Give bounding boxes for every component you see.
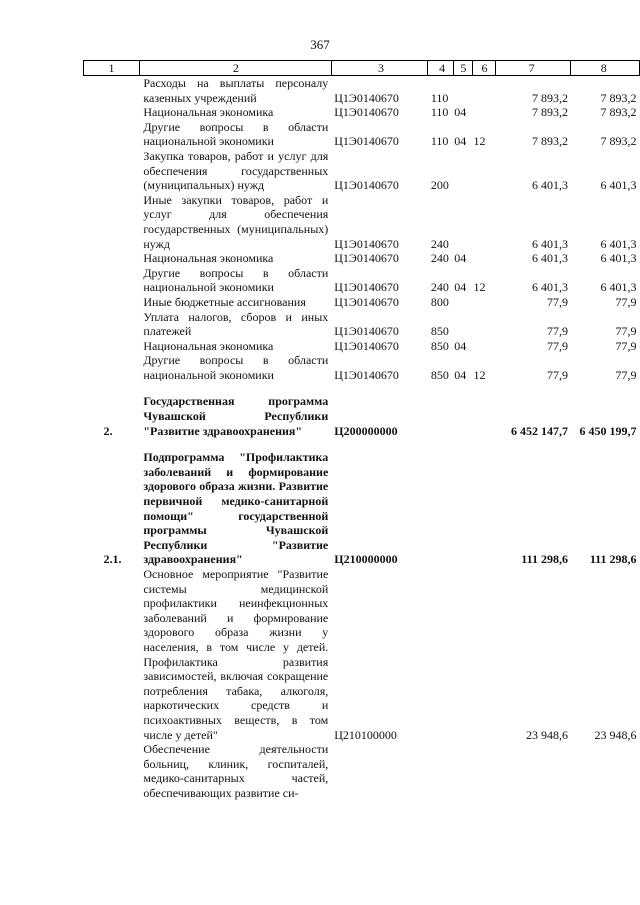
- table-row: [84, 105, 640, 120]
- row-target-code: Ц1Э0140670: [334, 251, 399, 266]
- row-expense-type: 800: [430, 294, 449, 309]
- row-amount-year2: 6 401,3: [600, 280, 637, 295]
- row-section: 04: [454, 367, 467, 382]
- table-row: [84, 567, 640, 742]
- row-amount-year2: 6 401,3: [600, 251, 637, 266]
- row-name: Расходы на выплаты персоналу казенных учреждений: [143, 76, 329, 105]
- row-amount-year2: 7 893,2: [600, 90, 637, 105]
- row-subsection: 12: [473, 367, 486, 382]
- row-target-code: Ц1Э0140670: [334, 324, 399, 339]
- row-section: [453, 310, 472, 339]
- row-amount-year1: [495, 742, 571, 800]
- row-amount-year1: 7 893,2: [531, 90, 568, 105]
- row-amount-year2: 6 401,3: [600, 236, 637, 251]
- row-amount-year1: 7 893,2: [531, 105, 568, 120]
- row-amount-year1: 23 948,6: [525, 727, 568, 742]
- row-number: [84, 76, 140, 106]
- row-amount-year2: 77,9: [615, 294, 637, 309]
- row-amount-year1: 6 452 147,7: [510, 423, 568, 438]
- table-row: [84, 76, 640, 106]
- row-amount-year1: 77,9: [546, 367, 568, 382]
- header-col-2: 2: [139, 61, 331, 76]
- row-name: Обеспечение деятельности больниц, клиник, госпиталей, медико-санитарных частей, обеспечивающих развитие си-: [143, 742, 329, 800]
- row-target-code: Ц210000000: [334, 552, 398, 567]
- row-section: 04: [454, 280, 467, 295]
- row-target-code: Ц1Э0140670: [334, 105, 399, 120]
- row-expense-type: [428, 567, 453, 742]
- row-amount-year2: 77,9: [615, 367, 637, 382]
- row-number: [84, 567, 140, 742]
- row-subsection: [473, 394, 496, 438]
- row-number: [84, 193, 140, 251]
- row-number: [84, 251, 140, 266]
- table-row: [84, 353, 640, 382]
- table-row: [84, 266, 640, 295]
- row-expense-type: 850: [430, 367, 449, 382]
- row-amount-year1: 6 401,3: [531, 178, 568, 193]
- row-amount-year1: 6 401,3: [531, 280, 568, 295]
- row-number: [84, 149, 140, 193]
- row-amount-year2: [571, 742, 640, 800]
- row-subsection: [473, 105, 496, 120]
- row-amount-year2: 6 401,3: [600, 178, 637, 193]
- row-section: [453, 193, 472, 251]
- row-amount-year1: 77,9: [546, 338, 568, 353]
- budget-table: [83, 60, 640, 801]
- row-section: [453, 295, 472, 310]
- row-target-code: Ц1Э0140670: [334, 134, 399, 149]
- row-number: [84, 339, 140, 354]
- row-subsection: [473, 295, 496, 310]
- spacer-row: [84, 438, 640, 450]
- row-amount-year1: 77,9: [546, 324, 568, 339]
- row-expense-type: 240: [430, 236, 449, 251]
- row-section: 04: [454, 251, 467, 266]
- table-row: [84, 120, 640, 149]
- row-subsection: [473, 149, 496, 193]
- row-name: Иные бюджетные ассигнования: [143, 294, 306, 309]
- row-target-code: Ц1Э0140670: [334, 90, 399, 105]
- row-name: Закупка товаров, работ и услуг для обеспечения государственных (муниципальных) нужд: [143, 148, 329, 193]
- row-expense-type: [428, 394, 453, 438]
- row-amount-year2: 23 948,6: [594, 727, 637, 742]
- row-expense-type: 110: [430, 90, 449, 105]
- row-target-code: Ц1Э0140670: [334, 294, 399, 309]
- spacer-row: [84, 382, 640, 394]
- row-name: Национальная экономика: [143, 251, 274, 266]
- table-row: [84, 450, 640, 567]
- row-amount-year1: 6 401,3: [531, 251, 568, 266]
- row-number: [84, 266, 140, 295]
- row-expense-type: [428, 450, 453, 567]
- row-subsection: [473, 193, 496, 251]
- row-amount-year2: 111 298,6: [589, 552, 637, 567]
- row-target-code: Ц1Э0140670: [334, 178, 399, 193]
- table-row: [84, 310, 640, 339]
- row-section: 04: [454, 338, 467, 353]
- row-target-code: Ц1Э0140670: [334, 236, 399, 251]
- row-name: Национальная экономика: [143, 105, 274, 120]
- spacer-cell: [84, 382, 640, 394]
- row-section: 04: [454, 105, 467, 120]
- header-col-8: 8: [571, 61, 640, 76]
- row-amount-year1: 7 893,2: [531, 134, 568, 149]
- row-section: [453, 450, 472, 567]
- row-number: [84, 353, 140, 382]
- row-subsection: [473, 76, 496, 106]
- table-body: [84, 61, 640, 801]
- row-subsection: [473, 339, 496, 354]
- row-number: 2.1.: [103, 552, 122, 567]
- row-name: Другие вопросы в области национальной экономики: [143, 265, 329, 295]
- table-header-row: [84, 61, 640, 76]
- table-row: [84, 149, 640, 193]
- row-number: [84, 295, 140, 310]
- row-number: [84, 310, 140, 339]
- row-target-code: Ц1Э0140670: [334, 367, 399, 382]
- row-name: Иные закупки товаров, работ и услуг для обеспечения государственных (муниципальных) нужд: [143, 192, 329, 251]
- row-number: [84, 105, 140, 120]
- header-col-4: 4: [428, 61, 453, 76]
- table-row: [84, 394, 640, 438]
- header-col-5: 5: [453, 61, 472, 76]
- row-expense-type: 110: [430, 134, 449, 149]
- row-amount-year2: 7 893,2: [600, 105, 637, 120]
- header-col-3: 3: [331, 61, 428, 76]
- header-col-6: 6: [473, 61, 496, 76]
- table-row: [84, 251, 640, 266]
- row-target-code: Ц210100000: [334, 727, 397, 742]
- row-name: Другие вопросы в области национальной экономики: [143, 353, 329, 382]
- row-subsection: [473, 742, 496, 800]
- row-subsection: 12: [473, 280, 486, 295]
- row-amount-year2: 6 450 199,7: [579, 423, 637, 438]
- row-expense-type: 110: [430, 105, 449, 120]
- row-expense-type: [428, 742, 453, 800]
- header-col-1: 1: [84, 61, 140, 76]
- table-row: [84, 339, 640, 354]
- row-expense-type: 240: [430, 280, 449, 295]
- row-number: [84, 742, 140, 800]
- header-col-7: 7: [495, 61, 571, 76]
- row-target-code: Ц200000000: [334, 423, 398, 438]
- row-name: Государственная программа Чувашской Республики "Развитие здравоохранения": [143, 394, 329, 438]
- row-amount-year1: 77,9: [546, 294, 568, 309]
- row-target-code: Ц1Э0140670: [334, 338, 399, 353]
- table-row: [84, 742, 640, 800]
- row-amount-year2: 7 893,2: [600, 134, 637, 149]
- row-target-code: [331, 742, 428, 800]
- row-target-code: Ц1Э0140670: [334, 280, 399, 295]
- row-section: [453, 567, 472, 742]
- table-row: [84, 295, 640, 310]
- row-section: [453, 742, 472, 800]
- row-subsection: [473, 251, 496, 266]
- page-number: 367: [310, 37, 330, 52]
- row-expense-type: 200: [430, 178, 449, 193]
- spacer-cell: [84, 438, 640, 450]
- row-name: Основное мероприятие "Развитие системы медицинской профилактики неинфекционных заболеваний и формирование здорового образа жизни у населения, в том числе у детей. Профилактика развития зависимостей, включая сокращение потребления табака, алкоголя, наркотических средств и психоактивных веществ, в том числе у детей": [143, 567, 329, 742]
- row-amount-year2: 77,9: [615, 324, 637, 339]
- table-row: [84, 193, 640, 251]
- row-amount-year1: 6 401,3: [531, 236, 568, 251]
- row-amount-year2: 77,9: [615, 338, 637, 353]
- row-section: [453, 149, 472, 193]
- row-expense-type: 850: [430, 324, 449, 339]
- row-name: Национальная экономика: [143, 338, 274, 353]
- row-section: [453, 394, 472, 438]
- row-number: 2.: [103, 423, 113, 438]
- row-subsection: [473, 567, 496, 742]
- row-expense-type: 850: [430, 338, 449, 353]
- row-subsection: 12: [473, 134, 486, 149]
- row-amount-year1: 111 298,6: [521, 552, 568, 567]
- row-subsection: [473, 450, 496, 567]
- row-section: [453, 76, 472, 106]
- row-name: Уплата налогов, сборов и иных платежей: [143, 309, 329, 339]
- row-expense-type: 240: [430, 251, 449, 266]
- row-name: Другие вопросы в области национальной экономики: [143, 119, 329, 149]
- row-section: 04: [454, 134, 467, 149]
- row-subsection: [473, 310, 496, 339]
- row-name: Подпрограмма "Профилактика заболеваний и формирование здорового образа жизни. Развитие первичной медико-санитарной помощи" государственной программы Чувашской Республики "Развитие здравоохранения": [143, 450, 329, 567]
- row-number: [84, 120, 140, 149]
